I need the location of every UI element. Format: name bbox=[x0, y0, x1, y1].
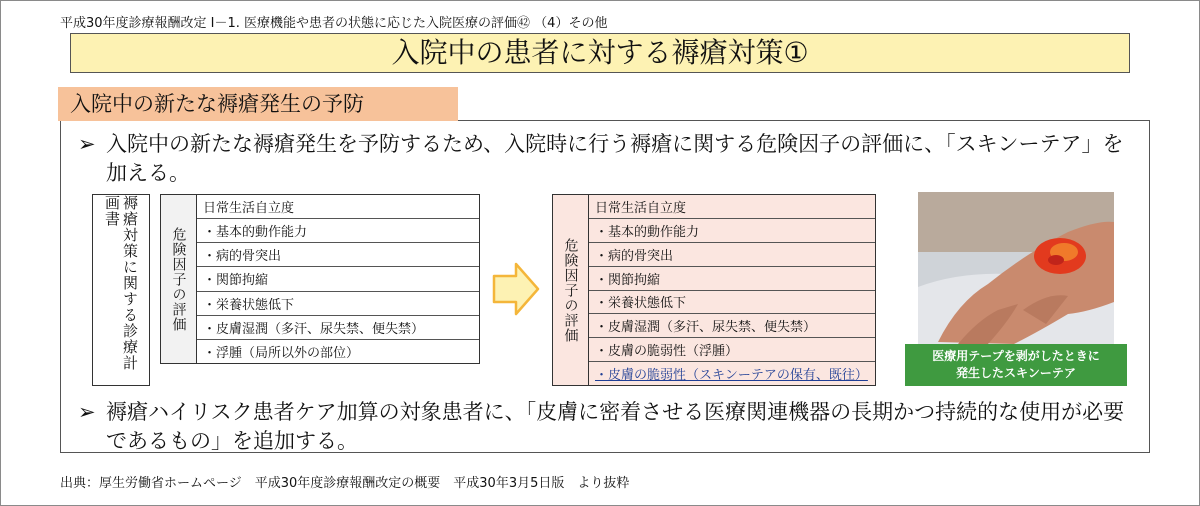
risk-item: ・病的骨突出 bbox=[197, 243, 479, 267]
risk-item: 日常生活自立度 bbox=[589, 195, 875, 219]
risk-item-new-skin-tear: ・皮膚の脆弱性（スキンーテアの保有、既往） bbox=[595, 368, 868, 384]
source-citation: 出典：厚生労働省ホームページ 平成30年度診療報酬改定の概要 平成30年3月5日版 より抜粋 bbox=[60, 476, 630, 491]
photo-caption bbox=[905, 344, 1127, 386]
risk-item: ・皮膚の脆弱性（浮腫） bbox=[589, 338, 875, 362]
photo-caption-line-2: 発生したスキンーテア bbox=[956, 366, 1076, 380]
risk-item: ・皮膚湿潤（多汗、尿失禁、便失禁） bbox=[197, 316, 479, 340]
risk-factor-table-after bbox=[552, 194, 876, 386]
risk-factor-side-label: 危険因子の評価 bbox=[161, 195, 197, 363]
risk-item: ・病的骨突出 bbox=[589, 243, 875, 267]
risk-item: 日常生活自立度 bbox=[197, 195, 479, 219]
risk-item: ・基本的動作能力 bbox=[589, 219, 875, 243]
risk-item: ・栄養状態低下 bbox=[589, 291, 875, 315]
bullet-text: 入院中の新たな褥瘡発生を予防するため、入院時に行う褥瘡に関する危険因子の評価に、「スキンーテア」を加える。 bbox=[106, 132, 1124, 185]
bullet-arrow-icon: ➢ bbox=[78, 132, 96, 156]
risk-item: ・栄養状態低下 bbox=[197, 292, 479, 316]
care-plan-document-label: 褥瘡対策に関する診療計画書 bbox=[92, 194, 150, 386]
breadcrumb: 平成30年度診療報酬改定 Ⅰ－1. 医療機能や患者の状態に応じた入院医療の評価㊷ （4）その他 bbox=[60, 16, 608, 31]
risk-item: ・基本的動作能力 bbox=[197, 219, 479, 243]
section-heading: 入院中の新たな褥瘡発生の予防 bbox=[58, 87, 458, 121]
risk-item: ・浮腫（局所以外の部位） bbox=[203, 345, 360, 361]
risk-item: ・皮膚湿潤（多汗、尿失禁、便失禁） bbox=[589, 314, 875, 338]
risk-item: ・関節拘縮 bbox=[589, 267, 875, 291]
page-title: 入院中の患者に対する褥瘡対策① bbox=[70, 33, 1130, 73]
risk-factor-table-before bbox=[160, 194, 480, 364]
risk-factor-side-label: 危険因子の評価 bbox=[553, 195, 589, 385]
risk-item: ・関節拘縮 bbox=[197, 267, 479, 291]
skin-tear-photo bbox=[918, 192, 1114, 344]
bullet-arrow-icon: ➢ bbox=[78, 400, 96, 424]
bullet-text: 褥瘡ハイリスク患者ケア加算の対象患者に、「皮膚に密着させる医療関連機器の長期かつ持続的な使用が必要であるもの」を追加する。 bbox=[106, 400, 1125, 453]
photo-caption-line-1: 医療用テープを剥がしたときに bbox=[932, 349, 1100, 363]
right-arrow-icon bbox=[492, 262, 540, 316]
